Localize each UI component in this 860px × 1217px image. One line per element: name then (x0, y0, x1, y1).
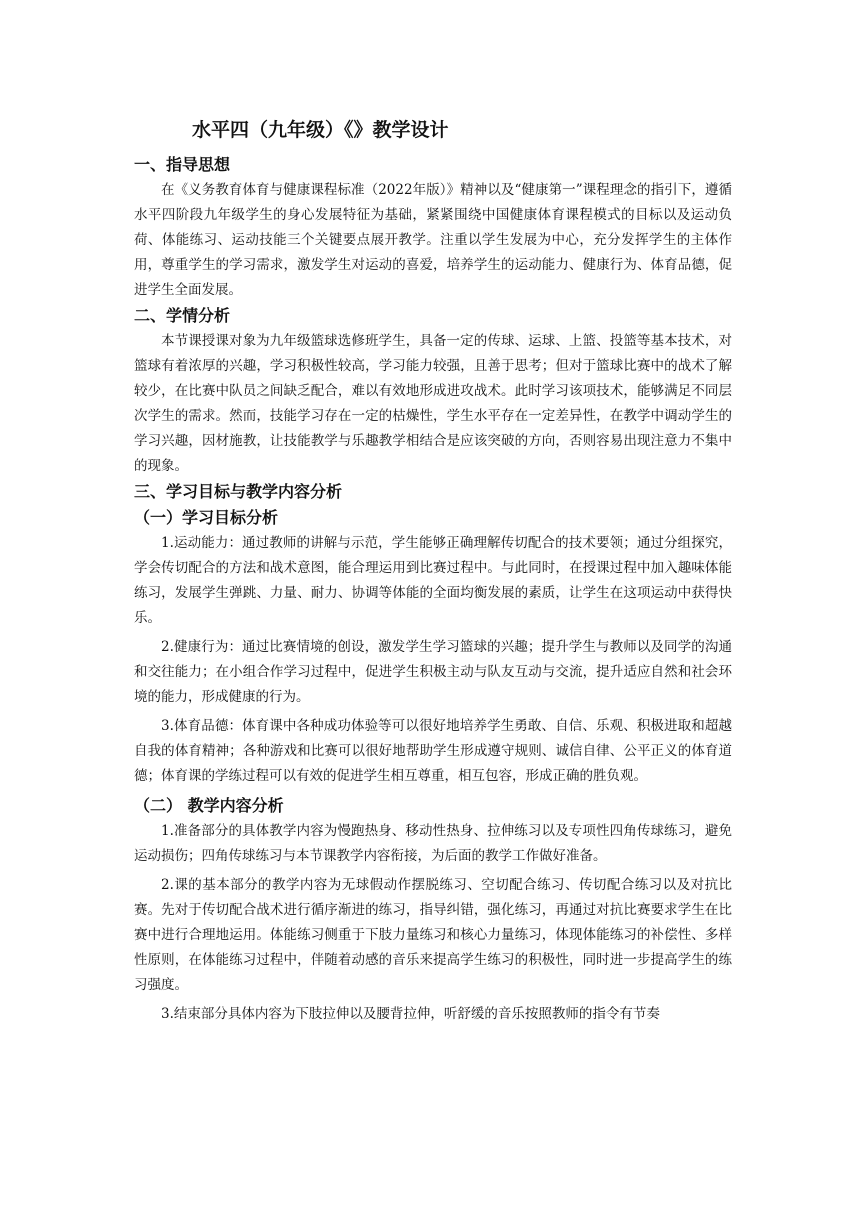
section-guiding-ideology (134, 152, 732, 303)
section-objectives-content (134, 479, 732, 1027)
subsection-heading-content: （二） 教学内容分析 (134, 796, 284, 815)
paragraph: 3.结束部分具体内容为下肢拉伸以及腰背拉伸，听舒缓的音乐按照教师的指令有节奏 (161, 1006, 660, 1022)
document-title: 水平四（九年级）《》教学设计 (192, 119, 449, 141)
paragraph: 3.体育品德：体育课中各种成功体验等可以很好地培养学生勇敢、自信、乐观、积极进取和超越自我的体育精神；各种游戏和比赛可以很好地帮助学生形成遵守规则、诚信自律、公平正义的体育道德；体育课的学练过程可以有效的促进学生相互尊重，相互包容，形成正确的胜负观。 (134, 718, 732, 784)
paragraph: 2.课的基本部分的教学内容为无球假动作摆脱练习、空切配合练习、传切配合练习以及对抗比赛。先对于传切配合战术进行循序渐进的练习，指导纠错，强化练习，再通过对抗比赛要求学生在比赛中进行合理地运用。体能练习侧重于下肢力量练习和核心力量练习，体现体能练习的补偿性、多样性原则，在体能练习过程中，伴随着动感的音乐来提高学生练习的积极性，同时进一步提高学生的练习强度。 (134, 877, 732, 993)
document-body (134, 152, 732, 1027)
section-heading-objectives-content: 三、学习目标与教学内容分析 (134, 482, 343, 501)
section-heading-guiding-ideology: 一、指导思想 (134, 155, 231, 174)
paragraph: 1.运动能力：通过教师的讲解与示范，学生能够正确理解传切配合的技术要领；通过分组探究，学会传切配合的方法和战术意图，能合理运用到比赛过程中。与此同时，在授课过程中加入趣味体能练习，发展学生弹跳、力量、耐力、协调等体能的全面均衡发展的素质，让学生在这项运动中获得快乐。 (134, 535, 732, 626)
section-heading-student-analysis: 二、学情分析 (134, 306, 231, 325)
subsection-heading-objectives: （一）学习目标分析 (134, 508, 279, 527)
paragraph: 1.准备部分的具体教学内容为慢跑热身、移动性热身、拉伸练习以及专项性四角传球练习，避免运动损伤；四角传球练习与本节课教学内容衔接，为后面的教学工作做好准备。 (134, 823, 732, 864)
paragraph: 本节课授课对象为九年级篮球选修班学生，具备一定的传球、运球、上篮、投篮等基本技术，对篮球有着浓厚的兴趣，学习积极性较高，学习能力较强，且善于思考；但对于篮球比赛中的战术了解较少，在比赛中队员之间缺乏配合，难以有效地形成进攻战术。此时学习该项技术，能够满足不同层次学生的需求。然而，技能学习存在一定的枯燥性，学生水平存在一定差异性，在教学中调动学生的学习兴趣，因材施教，让技能教学与乐趣教学相结合是应该突破的方向，否则容易出现注意力不集中的现象。 (134, 333, 732, 474)
paragraph: 在《义务教育体育与健康课程标准（2022年版）》精神以及“健康第一”课程理念的指引下，遵循水平四阶段九年级学生的身心发展特征为基础，紧紧围绕中国健康体育课程模式的目标以及运动负荷、体能练习、运动技能三个关键要点展开教学。注重以学生发展为中心，充分发挥学生的主体作用，尊重学生的学习需求，激发学生对运动的喜爱，培养学生的运动能力、健康行为、体育品德，促进学生全面发展。 (134, 182, 732, 298)
section-student-analysis (134, 303, 732, 479)
paragraph: 2.健康行为：通过比赛情境的创设，激发学生学习篮球的兴趣；提升学生与教师以及同学的沟通和交往能力；在小组合作学习过程中，促进学生积极主动与队友互动与交流，提升适应自然和社会环境的能力，形成健康的行为。 (134, 639, 732, 705)
